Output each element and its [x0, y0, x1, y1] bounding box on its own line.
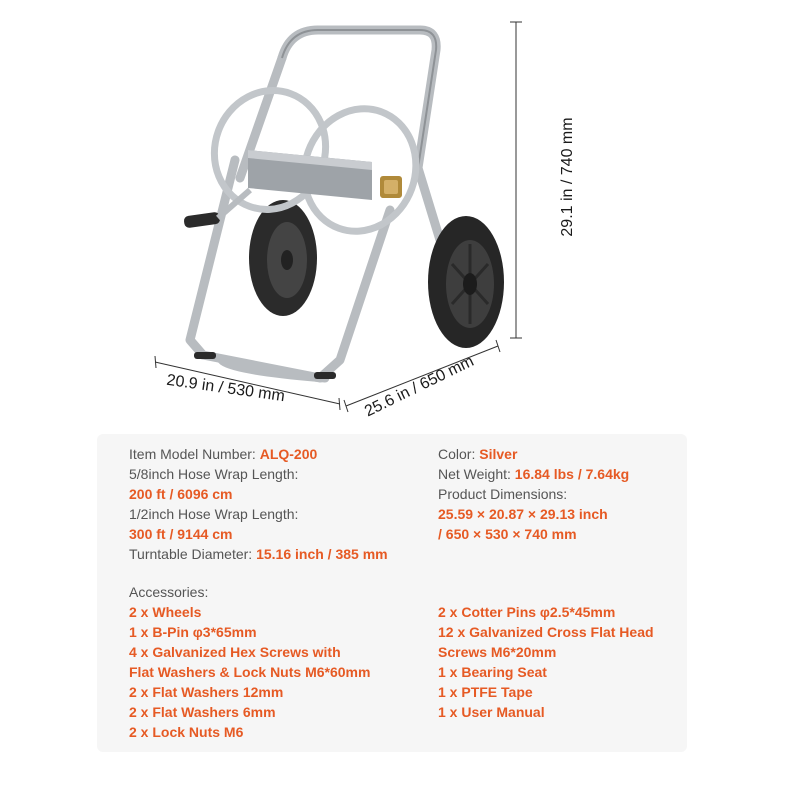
- accessory-item: 2 x Flat Washers 6mm: [129, 704, 276, 720]
- product-dimensions-value-mm: / 650 × 530 × 740 mm: [438, 526, 577, 542]
- turntable-label: Turntable Diameter:: [129, 546, 253, 562]
- brass-connector: [380, 176, 402, 198]
- accessory-item: 2 x Flat Washers 12mm: [129, 684, 284, 700]
- net-weight-label: Net Weight:: [438, 466, 511, 482]
- accessory-item: 2 x Cotter Pins φ2.5*45mm: [438, 604, 616, 620]
- accessory-item: 1 x User Manual: [438, 704, 545, 720]
- accessory-item: 2 x Lock Nuts M6: [129, 724, 244, 740]
- accessory-item: 1 x PTFE Tape: [438, 684, 533, 700]
- color-label: Color:: [438, 446, 476, 462]
- net-weight-value: 16.84 lbs / 7.64kg: [514, 466, 630, 482]
- color-row: [438, 444, 517, 464]
- net-weight-row: [438, 464, 629, 484]
- accessory-item: Flat Washers & Lock Nuts M6*60mm: [129, 664, 371, 680]
- depth-dimension-label: 25.6 in / 650 mm: [362, 352, 477, 421]
- hose-12-value: 300 ft / 9144 cm: [129, 526, 233, 542]
- turntable-value: 15.16 inch / 385 mm: [256, 546, 388, 562]
- back-wheel: [249, 200, 317, 316]
- hose-58-value: 200 ft / 6096 cm: [129, 486, 233, 502]
- crank-handle: [183, 190, 250, 228]
- front-wheel: [428, 216, 504, 348]
- model-number-value: ALQ-200: [259, 446, 318, 462]
- turntable-row: [129, 544, 388, 564]
- accessories-heading: Accessories:: [129, 584, 209, 600]
- product-dimensions-label: Product Dimensions:: [438, 486, 568, 502]
- hose-12-label: 1/2inch Hose Wrap Length:: [129, 506, 299, 522]
- model-number-label: Item Model Number:: [129, 446, 256, 462]
- height-dimension-label: 29.1 in / 740 mm: [559, 117, 576, 237]
- color-value: Silver: [479, 446, 518, 462]
- accessory-item: 2 x Wheels: [129, 604, 202, 620]
- hose-58-label: 5/8inch Hose Wrap Length:: [129, 466, 299, 482]
- accessory-item: Screws M6*20mm: [438, 644, 557, 660]
- accessory-item: 4 x Galvanized Hex Screws with: [129, 644, 341, 660]
- accessory-item: 1 x Bearing Seat: [438, 664, 547, 680]
- accessory-item: 1 x B-Pin φ3*65mm: [129, 624, 257, 640]
- accessory-item: 12 x Galvanized Cross Flat Head: [438, 624, 654, 640]
- product-dimensions-value-inch: 25.59 × 20.87 × 29.13 inch: [438, 506, 608, 522]
- model-number-row: [129, 444, 317, 464]
- reel-drum: [248, 150, 372, 200]
- width-dimension-label: 20.9 in / 530 mm: [165, 371, 286, 406]
